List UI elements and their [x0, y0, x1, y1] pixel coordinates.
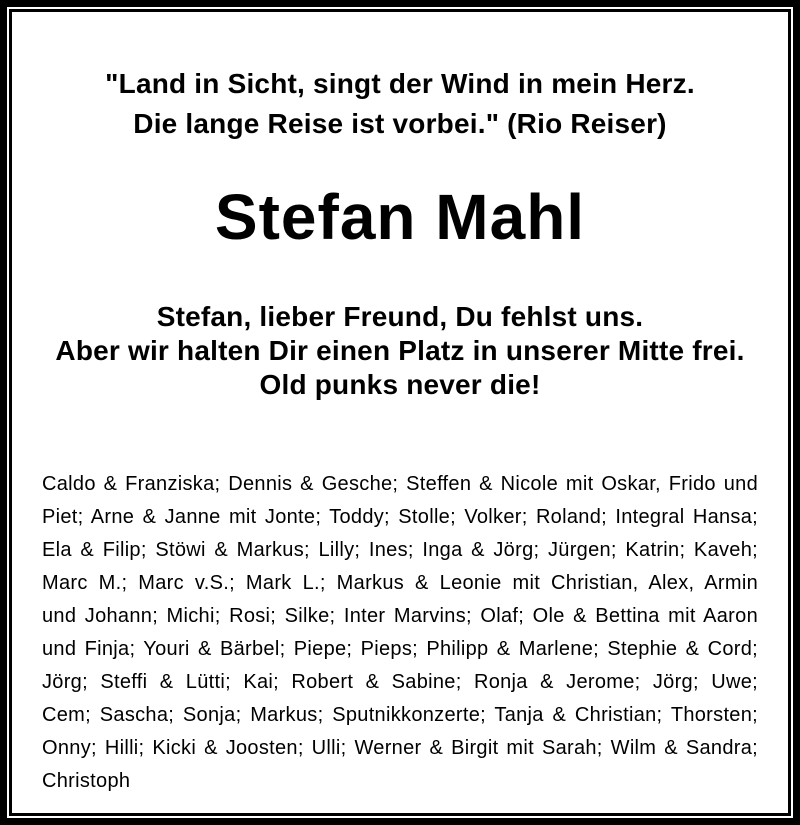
inner-frame — [9, 9, 791, 816]
tribute-line-2: Aber wir halten Dir einen Platz in unserer Mitte frei. — [55, 335, 745, 366]
deceased-name: Stefan Mahl — [214, 181, 586, 253]
quote-line-2: Die lange Reise ist vorbei." (Rio Reiser) — [133, 108, 667, 139]
quote-line-1: "Land in Sicht, singt der Wind in mein Herz. — [105, 68, 695, 99]
mourners-list: Caldo & Franziska; Dennis & Gesche; Steffen & Nicole mit Oskar, Frido und Piet; Arne & Janne mit Jonte; Toddy; Stolle; Volker; Roland; Integral Hansa; Ela & Filip; Stöwi & Markus; Lilly; Ines; Inga & Jörg; Jürgen; Katrin; Kaveh; Marc M.; Marc v.S.; Mark L.; Markus & Leonie mit Christian, Alex, Armin und Johann; Michi; Rosi; Silke; Inter Marvins; Olaf; Ole & Bettina mit Aaron und Finja; Youri & Bärbel; Piepe; Pieps; Philipp & Marlene; Stephie & Cord; Jörg; Steffi & Lütti; Kai; Robert & Sabine; Ronja & Jerome; Jörg; Uwe; Cem; Sascha; Sonja; Markus; Sputnikkonzerte; Tanja & Christian; Thorsten; Onny; Hilli; Kicki & Joosten; Ulli; Werner & Birgit mit Sarah; Wilm & Sandra; Christoph — [42, 473, 758, 792]
outer-frame — [7, 7, 793, 818]
opening-quote — [12, 64, 788, 144]
tribute-line-1: Stefan, lieber Freund, Du fehlst uns. — [156, 301, 644, 332]
tribute-line-3: Old punks never die! — [259, 369, 541, 400]
tribute-text — [12, 300, 788, 402]
